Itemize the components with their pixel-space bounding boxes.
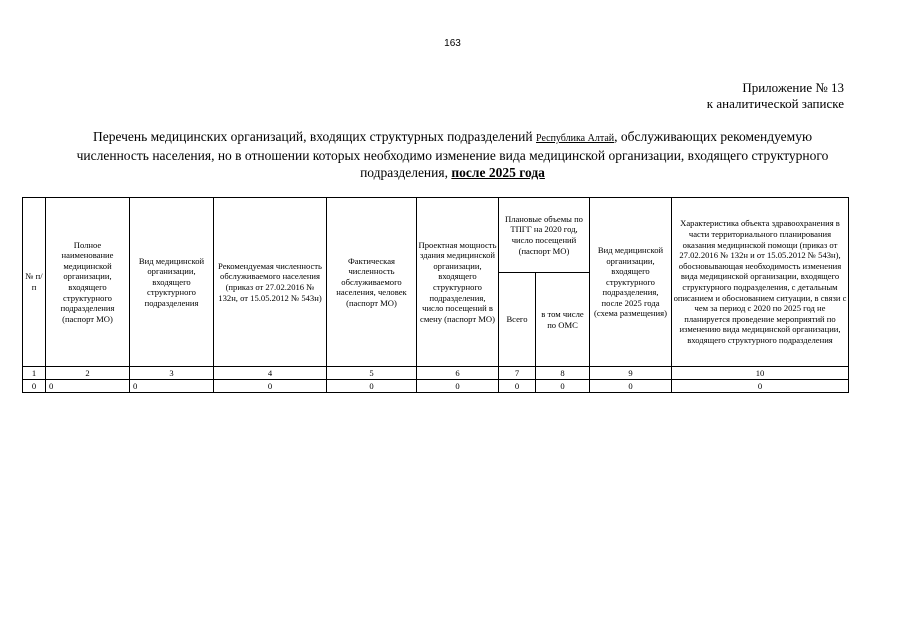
header-col-8: в том числе по ОМС <box>536 273 590 367</box>
title-period: после 2025 года <box>451 165 545 180</box>
title-part-1: Перечень медицинских организаций, входящих структурных подразделений <box>92 129 537 144</box>
header-col-9: Вид медицинской организации, входящего структурного подразделения, после 2025 года (схема размещения) <box>590 198 672 367</box>
appendix-caption <box>707 80 844 112</box>
header-col-7: Всего <box>499 273 536 367</box>
column-number-cell: 8 <box>536 367 590 380</box>
column-number-cell: 3 <box>130 367 214 380</box>
column-number-cell: 9 <box>590 367 672 380</box>
header-col-6: Проектная мощность здания медицинской организации, входящего структурного подразделения, число посещений в смену (паспорт МО) <box>417 198 499 367</box>
table-cell: 0 <box>417 380 499 393</box>
page-number: 163 <box>444 38 461 49</box>
column-number-cell: 2 <box>46 367 130 380</box>
table-cell: 0 <box>46 380 130 393</box>
appendix-line-2: к аналитической записке <box>706 96 844 111</box>
header-col-4: Рекомендуемая численность обслуживаемого населения (приказ от 27.02.2016 № 132н, от 15.05.2012 № 543н) <box>214 198 327 367</box>
title-part-2: , обслуживающих рекомендуемую численность населения, но в отношении которых необходимо изменение вида медицинской организации, входящего структурного подразделения, <box>76 129 829 180</box>
column-number-cell: 6 <box>417 367 499 380</box>
table-cell: 0 <box>23 380 46 393</box>
column-number-cell: 7 <box>499 367 536 380</box>
header-col-3: Вид медицинской организации, входящего структурного подразделения <box>130 198 214 367</box>
table-cell: 0 <box>499 380 536 393</box>
document-title <box>70 128 835 181</box>
header-col-5: Фактическая численность обслуживаемого населения, человек (паспорт МО) <box>327 198 417 367</box>
header-col-7-8-group: Плановые объемы по ТПГГ на 2020 год, число посещений (паспорт МО) <box>499 198 590 273</box>
table-cell: 0 <box>672 380 849 393</box>
column-number-cell: 1 <box>23 367 46 380</box>
organizations-table <box>22 197 849 393</box>
table-cell: 0 <box>130 380 214 393</box>
column-number-cell: 4 <box>214 367 327 380</box>
title-region: Республика Алтай <box>536 133 615 144</box>
table-cell: 0 <box>327 380 417 393</box>
header-col-2: Полное наименование медицинской организации, входящего структурного подразделения (паспорт МО) <box>46 198 130 367</box>
appendix-line-1: Приложение № 13 <box>742 80 844 95</box>
header-col-10: Характеристика объекта здравоохранения в части территориального планирования оказания медицинской помощи (приказ от 27.02.2016 № 132н и от 15.05.2012 № 543н), обосновывающая необходимость изменения вида медицинской организации, входящего структурного подразделения, с детальным описанием и обоснованием ситуации, в связи с чем за период с 2020 по 2025 год не планируется проведение мероприятий по изменению вида медицинской организации, входящего структурного подразделения <box>672 198 849 367</box>
table-cell: 0 <box>590 380 672 393</box>
header-col-1: № п/п <box>23 198 46 367</box>
table-row <box>23 380 849 393</box>
column-number-cell: 5 <box>327 367 417 380</box>
table-cell: 0 <box>536 380 590 393</box>
column-number-row <box>23 367 849 380</box>
table-cell: 0 <box>214 380 327 393</box>
column-number-cell: 10 <box>672 367 849 380</box>
